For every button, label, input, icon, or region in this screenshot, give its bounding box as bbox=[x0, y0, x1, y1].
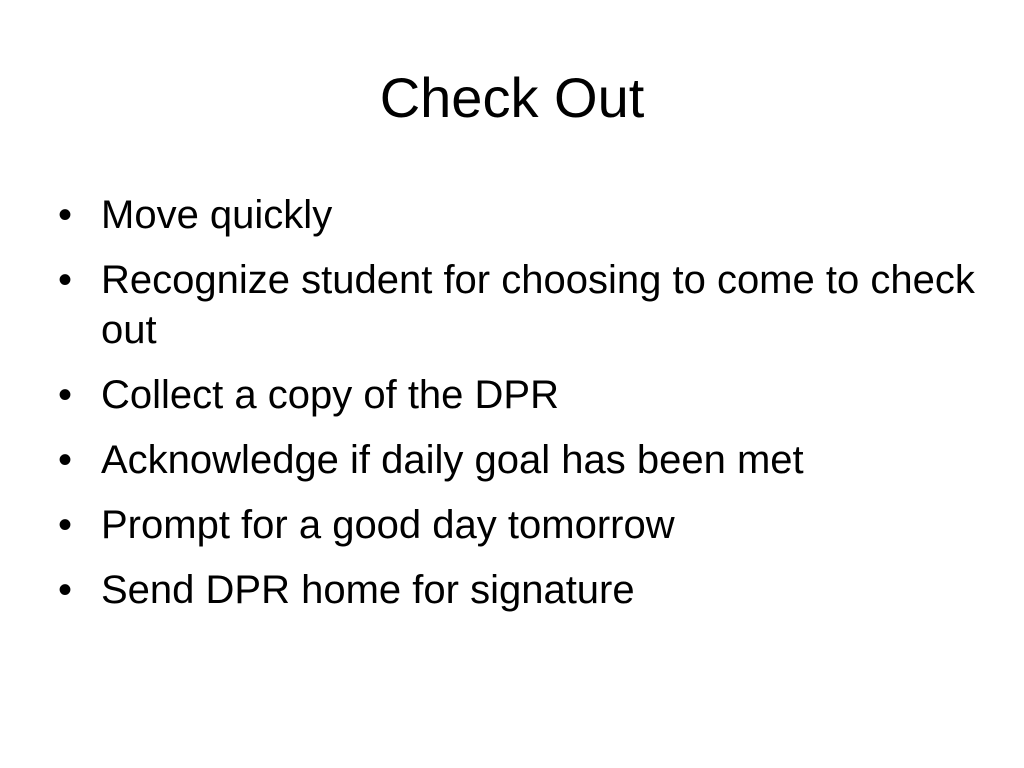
bullet-item bbox=[58, 565, 978, 615]
bullet-list bbox=[58, 190, 978, 630]
bullet-marker: • bbox=[58, 438, 73, 482]
bullet-marker: • bbox=[58, 503, 73, 547]
bullet-text: Recognize student for choosing to come to check out bbox=[101, 258, 975, 352]
slide-title: Check Out bbox=[379, 66, 645, 129]
bullet-item bbox=[58, 370, 978, 420]
bullet-text: Prompt for a good day tomorrow bbox=[101, 503, 675, 547]
bullet-marker: • bbox=[58, 373, 73, 417]
bullet-marker: • bbox=[58, 258, 73, 302]
bullet-item bbox=[58, 190, 978, 240]
bullet-item bbox=[58, 255, 978, 355]
bullet-text: Acknowledge if daily goal has been met bbox=[101, 438, 804, 482]
bullet-text: Send DPR home for signature bbox=[101, 568, 635, 612]
bullet-text: Move quickly bbox=[101, 193, 333, 237]
bullet-marker: • bbox=[58, 193, 73, 237]
bullet-item bbox=[58, 500, 978, 550]
bullet-marker: • bbox=[58, 568, 73, 612]
bullet-item bbox=[58, 435, 978, 485]
bullet-text: Collect a copy of the DPR bbox=[101, 373, 559, 417]
